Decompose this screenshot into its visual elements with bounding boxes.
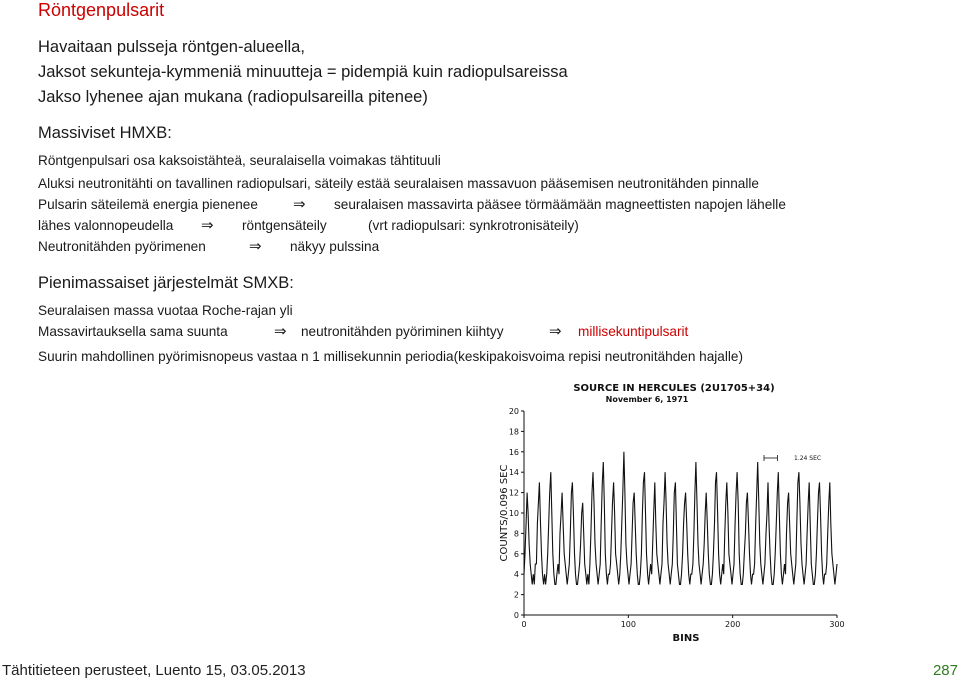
x-tick-label: 200 — [725, 620, 741, 629]
hmxb-line-4c: (vrt radiopulsari: synkrotronisäteily) — [368, 218, 579, 233]
y-tick-label: 10 — [508, 509, 519, 518]
hmxb-line-4b: röntgensäteily — [242, 218, 327, 233]
implies-arrow-icon: ⇒ — [249, 237, 262, 255]
slide-title: Röntgenpulsarit — [38, 0, 165, 20]
y-tick-label: 8 — [513, 529, 519, 539]
intro-line-1: Havaitaan pulsseja röntgen-alueella, — [38, 38, 305, 56]
y-tick-label: 6 — [513, 549, 519, 559]
hmxb-line-4a: lähes valonnopeudella — [38, 218, 174, 233]
intro-line-3: Jakso lyhenee ajan mukana (radiopulsareilla pitenee) — [38, 88, 428, 106]
y-tick-label: 14 — [508, 468, 519, 478]
y-tick-label: 4 — [513, 570, 519, 580]
hmxb-line-5b: näkyy pulssina — [290, 239, 380, 254]
hmxb-line-3a: Pulsarin säteilemä energia pienenee — [38, 197, 258, 212]
y-tick-label: 2 — [513, 590, 519, 600]
chart-title: SOURCE IN HERCULES (2U1705+34) — [573, 383, 775, 394]
implies-arrow-icon: ⇒ — [293, 195, 306, 213]
smxb-line-1: Seuralaisen massa vuotaa Roche-rajan yli — [38, 303, 293, 318]
smxb-heading: Pienimassaiset järjestelmät SMXB: — [38, 274, 294, 292]
hmxb-line-3b: seuralaisen massavirta pääsee törmäämään magneettisten napojen lähelle — [334, 197, 786, 212]
hmxb-line-2: Aluksi neutronitähti on tavallinen radiopulsari, säteily estää seuralaisen massavuon pääsemisen neutronitähden pinnalle — [38, 176, 759, 191]
chart-annotation: 1.24 SEC — [794, 455, 822, 462]
y-tick-label: 20 — [508, 407, 519, 416]
y-tick-label: 18 — [508, 427, 519, 437]
implies-arrow-icon: ⇒ — [201, 216, 214, 234]
intro-line-2: Jaksot sekunteja-kymmeniä minuutteja = pidempiä kuin radiopulsareissa — [38, 63, 568, 81]
footer-course: Tähtitieteen perusteet, Luento 15, 03.05.2013 — [2, 662, 306, 679]
series-line-0 — [524, 452, 837, 585]
chart-x-axis-label: BINS — [672, 633, 700, 644]
smxb-line-3: Suurin mahdollinen pyörimisnopeus vastaa n 1 millisekunnin periodia(keskipakoisvoima repisi neutronitähden hajalle) — [38, 349, 743, 364]
smxb-line-2a: Massavirtauksella sama suunta — [38, 324, 228, 339]
implies-arrow-icon: ⇒ — [549, 322, 562, 340]
y-tick-label: 12 — [508, 488, 519, 498]
chart-subtitle: November 6, 1971 — [605, 395, 689, 404]
x-tick-label: 300 — [829, 620, 845, 629]
hmxb-line-1: Röntgenpulsari osa kaksoistähteä, seuralaisella voimakas tähtituuli — [38, 153, 441, 168]
chart-y-axis-label: COUNTS/0.096 SEC — [499, 464, 510, 562]
pulse-chart — [492, 378, 872, 653]
x-tick-label: 0 — [521, 620, 527, 629]
x-tick-label: 100 — [620, 620, 636, 629]
implies-arrow-icon: ⇒ — [274, 322, 287, 340]
y-tick-label: 0 — [513, 611, 519, 620]
smxb-line-2c: millisekuntipulsarit — [578, 324, 689, 339]
smxb-line-2b: neutronitähden pyöriminen kiihtyy — [301, 324, 504, 339]
hmxb-line-5a: Neutronitähden pyörimenen — [38, 239, 206, 254]
page-number: 287 — [932, 662, 958, 679]
hmxb-heading: Massiviset HMXB: — [38, 124, 172, 142]
y-tick-label: 16 — [508, 447, 519, 457]
